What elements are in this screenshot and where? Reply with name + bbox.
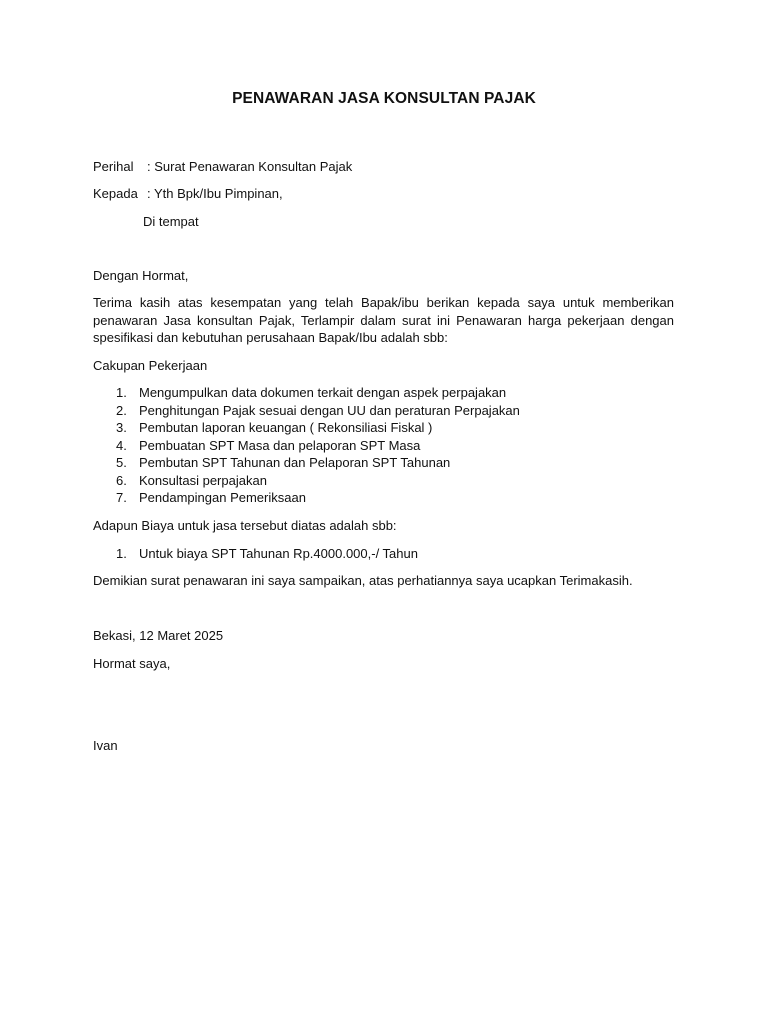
list-number: 2. xyxy=(116,402,127,418)
list-number: 3. xyxy=(116,420,127,435)
scope-heading: Cakupan Pekerjaan xyxy=(93,358,208,373)
list-text: Untuk biaya SPT Tahunan Rp.4000.000,-/ Tahun xyxy=(139,546,418,561)
list-number: 1. xyxy=(116,546,127,561)
list-text: Pembuatan SPT Masa dan pelaporan SPT Masa xyxy=(139,437,421,453)
intro-line: Terima kasih atas kesempatan yang telah Bapak/ibu berikan kepada saya untuk memberikan xyxy=(93,295,674,310)
kepada-line xyxy=(93,185,283,203)
list-text: Penghitungan Pajak sesuai dengan UU dan peraturan Perpajakan xyxy=(139,402,520,418)
regards: Hormat saya, xyxy=(93,656,171,671)
list-text: Pembutan SPT Tahunan dan Pelaporan SPT Tahunan xyxy=(139,455,451,470)
letter-title: PENAWARAN JASA KONSULTAN PAJAK xyxy=(232,90,536,107)
perihal-line xyxy=(93,158,352,176)
perihal-label: Perihal xyxy=(93,159,134,174)
list-text: Konsultasi perpajakan xyxy=(139,472,267,488)
perihal-value: : Surat Penawaran Konsultan Pajak xyxy=(147,159,353,174)
list-text: Pembutan laporan keuangan ( Rekonsiliasi Fiskal ) xyxy=(139,420,433,435)
list-number: 6. xyxy=(116,472,127,488)
closing-text: Demikian surat penawaran ini saya sampaikan, atas perhatiannya saya ucapkan Terimakasih. xyxy=(93,573,633,588)
signature-name: Ivan xyxy=(93,738,118,753)
list-text: Mengumpulkan data dokumen terkait dengan aspek perpajakan xyxy=(139,385,507,400)
intro-line: spesifikasi dan kebutuhan perusahaan Bapak/Ibu adalah sbb: xyxy=(93,330,448,345)
intro-paragraph xyxy=(93,294,674,347)
kepada-label: Kepada xyxy=(93,186,138,201)
list-number: 5. xyxy=(116,455,127,470)
list-number: 4. xyxy=(116,437,127,453)
list-number: 1. xyxy=(116,385,127,400)
place-date: Bekasi, 12 Maret 2025 xyxy=(93,628,224,643)
di-tempat-line: Di tempat xyxy=(143,214,199,229)
salutation: Dengan Hormat, xyxy=(93,268,189,283)
cost-heading: Adapun Biaya untuk jasa tersebut diatas adalah sbb: xyxy=(93,518,397,533)
list-number: 7. xyxy=(116,490,127,505)
intro-line: penawaran Jasa konsultan Pajak, Terlampir dalam surat ini Penawaran harga pekerjaan dengan xyxy=(93,312,674,328)
kepada-value: : Yth Bpk/Ibu Pimpinan, xyxy=(147,186,283,201)
list-text: Pendampingan Pemeriksaan xyxy=(139,490,306,505)
